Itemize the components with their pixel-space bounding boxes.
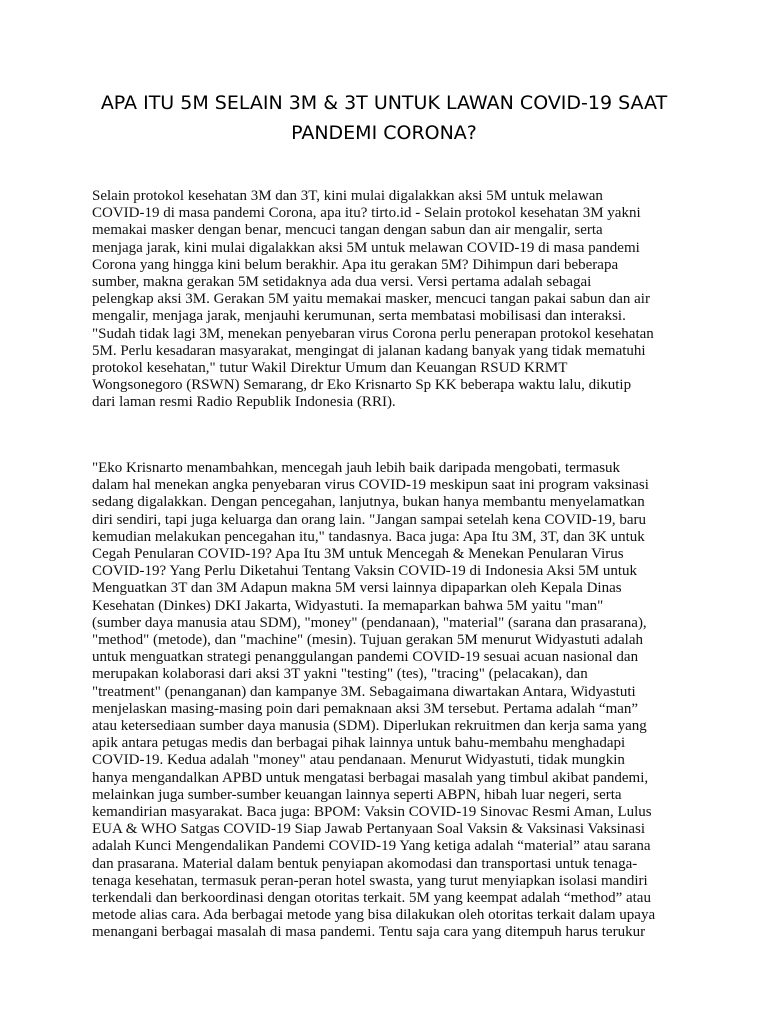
text-line: terkendali dan berkoordinasi dengan otoritas terkait. 5M yang keempat adalah “method” atau	[92, 890, 651, 907]
text-line: hanya mengandalkan APBD untuk mengatasi berbagai masalah yang timbul akibat pandemi,	[92, 769, 649, 786]
title-line: PANDEMI CORONA?	[291, 122, 477, 144]
text-line: COVID-19. Kedua adalah "money" atau pendanaan. Menurut Widyastuti, tidak mungkin	[92, 752, 625, 769]
text-line: "treatment" (penanganan) dan kampanye 3M. Sebagaimana diwartakan Antara, Widyastuti	[92, 683, 636, 700]
text-line: "Sudah tidak lagi 3M, menekan penyebaran virus Corona perlu penerapan protokol kesehatan	[92, 325, 654, 342]
text-line: sedang digalakkan. Dengan pencegahan, lanjutnya, bukan hanya membantu menyelamatkan	[92, 494, 645, 511]
text-line: mengalir, menjaga jarak, menjauhi kerumunan, serta membatasi mobilisasi dan interaksi.	[92, 308, 626, 325]
paragraph-2	[92, 460, 696, 942]
text-line: adalah Kunci Mengendalikan Pandemi COVID-19 Yang ketiga adalah “material” atau sarana	[92, 838, 651, 855]
text-line: EUA & WHO Satgas COVID-19 Siap Jawab Pertanyaan Soal Vaksin & Vaksinasi Vaksinasi	[92, 821, 646, 838]
text-line: kemudian melakukan pencegahan itu," tandasnya. Baca juga: Apa Itu 3M, 3T, dan 3K untuk	[92, 528, 645, 545]
text-line: 5M. Perlu kesadaran masyarakat, mengingat di jalanan kadang banyak yang tidak mematuhi	[92, 342, 646, 359]
text-line: menangani berbagai masalah di masa pandemi. Tentu saja cara yang ditempuh harus terukur	[92, 924, 646, 941]
text-line: COVID-19? Yang Perlu Diketahui Tentang Vaksin COVID-19 di Indonesia Aksi 5M untuk	[92, 563, 638, 580]
text-line: apik antara petugas medis dan berbagai pihak lainnya untuk bahu-membahu menghadapi	[92, 735, 626, 752]
title-line: APA ITU 5M SELAIN 3M & 3T UNTUK LAWAN COVID-19 SAAT	[100, 92, 668, 114]
text-line: menjaga jarak, kini mulai digalakkan aksi 5M untuk melawan COVID-19 di masa pandemi	[92, 239, 640, 256]
text-line: Kesehatan (Dinkes) DKI Jakarta, Widyastuti. Ia memaparkan bahwa 5M yaitu "man"	[92, 597, 604, 614]
text-line: dari laman resmi Radio Republik Indonesia (RRI).	[92, 394, 396, 411]
text-line: Selain protokol kesehatan 3M dan 3T, kini mulai digalakkan aksi 5M untuk melawan	[92, 188, 603, 204]
text-line: untuk menguatkan strategi penanggulangan pandemi COVID-19 sesuai acuan nasional dan	[92, 649, 639, 666]
text-line: melainkan juga sumber-sumber keuangan lainnya seperti ABPN, hibah luar negeri, serta	[92, 786, 622, 803]
text-line: (sumber daya manusia atau SDM), "money" (pendanaan), "material" (sarana dan prasarana),	[92, 614, 647, 631]
text-line: menjelaskan masing-masing poin dari pemaknaan aksi 3M tersebut. Pertama adalah “man”	[92, 700, 639, 717]
text-line: protokol kesehatan," tutur Wakil Direktur Umum dan Keuangan RSUD KRMT	[92, 360, 568, 377]
text-line: Menguatkan 3T dan 3M Adapun makna 5M versi lainnya dipaparkan oleh Kepala Dinas	[92, 580, 622, 597]
text-line: COVID-19 di masa pandemi Corona, apa itu? tirto.id - Selain protokol kesehatan 3M yakni	[92, 205, 641, 222]
text-line: "method" (metode), dan "machine" (mesin). Tujuan gerakan 5M menurut Widyastuti adalah	[92, 632, 643, 649]
text-line: "Eko Krisnarto menambahkan, mencegah jauh lebih baik daripada mengobati, termasuk	[92, 460, 621, 476]
paragraph-1	[92, 188, 696, 412]
text-line: Wongsonegoro (RSWN) Semarang, dr Eko Krisnarto Sp KK beberapa waktu lalu, dikutip	[92, 377, 632, 394]
text-line: pelengkap aksi 3M. Gerakan 5M yaitu memakai masker, mencuci tangan pakai sabun dan air	[92, 291, 650, 308]
text-line: dan prasarana. Material dalam bentuk penyiapan akomodasi dan transportasi untuk tenaga-	[92, 855, 638, 872]
text-line: Cegah Penularan COVID-19? Apa Itu 3M untuk Mencegah & Menekan Penularan Virus	[92, 546, 624, 563]
text-line: atau ketersediaan sumber daya manusia (SDM). Diperlukan rekruitmen dan kerja sama yang	[92, 718, 647, 735]
text-line: tenaga kesehatan, termasuk peran-peran hotel swasta, yang turut menyiapkan isolasi mandiri	[92, 872, 648, 889]
text-line: merupakan kolaborasi dari aksi 3T yakni "testing" (tes), "tracing" (pelacakan), dan	[92, 666, 588, 683]
document-title	[60, 88, 708, 148]
text-line: dalam hal menekan angka penyebaran virus COVID-19 meskipun saat ini program vaksinasi	[92, 477, 649, 494]
text-line: sumber, makna gerakan 5M setidaknya ada dua versi. Versi pertama adalah sebagai	[92, 274, 592, 291]
text-line: Corona yang hingga kini belum berakhir. Apa itu gerakan 5M? Dihimpun dari beberapa	[92, 256, 619, 273]
text-line: diri sendiri, tapi juga keluarga dan orang lain. "Jangan sampai setelah kena COVID-19, baru	[92, 511, 647, 528]
text-line: memakai masker dengan benar, mencuci tangan dengan sabun dan air mengalir, serta	[92, 222, 603, 239]
text-line: metode alias cara. Ada berbagai metode yang bisa dilakukan oleh otoritas terkait dalam upaya	[92, 907, 656, 924]
text-line: kemandirian masyarakat. Baca juga: BPOM: Vaksin COVID-19 Sinovac Resmi Aman, Lulus	[92, 804, 652, 821]
